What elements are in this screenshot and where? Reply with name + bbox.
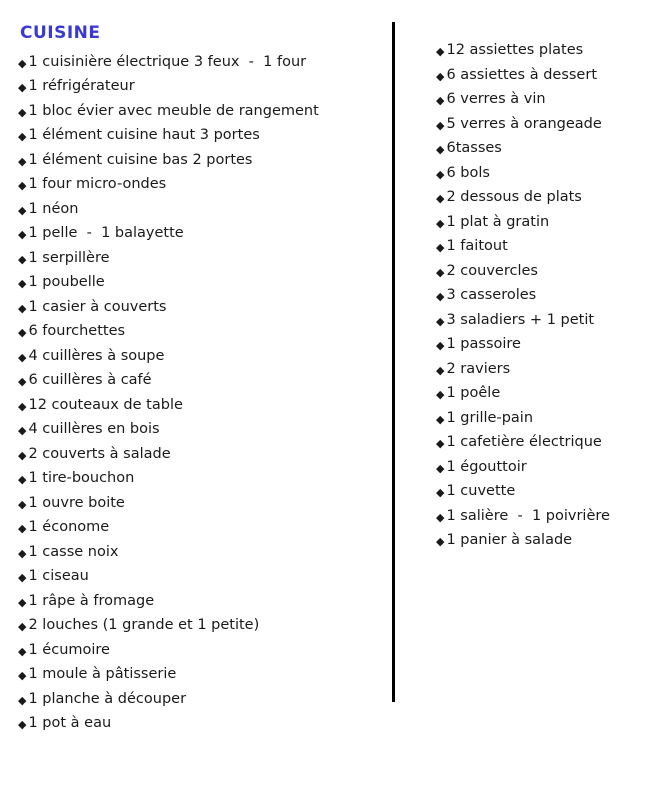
bullet-icon: ◆: [18, 105, 27, 119]
list-item: [436, 381, 668, 406]
list-item: [436, 87, 668, 112]
list-item: [436, 185, 668, 210]
list-item-label: 3 casseroles: [446, 287, 537, 303]
bullet-icon: ◆: [436, 167, 445, 181]
bullet-icon: ◆: [18, 56, 27, 70]
list-item: [436, 63, 668, 88]
list-item: [18, 515, 386, 540]
list-item: [436, 479, 668, 504]
list-item-label: 1 égouttoir: [446, 458, 527, 475]
bullet-icon: ◆: [18, 375, 27, 389]
list-item: [436, 504, 668, 529]
list-item-label: 5 verres à orangeade: [446, 115, 602, 132]
bullet-icon: ◆: [436, 461, 445, 475]
list-item: [18, 638, 386, 663]
bullet-icon: ◆: [18, 620, 27, 634]
bullet-icon: ◆: [18, 546, 27, 560]
bullet-icon: ◆: [18, 595, 27, 609]
list-item: [436, 308, 668, 333]
list-item: [18, 466, 386, 491]
list-item-label: 3 saladiers + 1 petit: [446, 311, 595, 328]
list-item: [436, 210, 668, 235]
list-item-label: 1 cuvette: [446, 483, 516, 499]
bullet-icon: ◆: [436, 290, 445, 303]
list-item: [18, 344, 386, 369]
list-item: [436, 283, 668, 308]
bullet-icon: ◆: [18, 350, 27, 364]
list-item: [18, 50, 386, 75]
bullet-icon: ◆: [436, 314, 445, 328]
list-item-label: 4 cuillères en bois: [28, 421, 160, 438]
list-item: [18, 589, 386, 614]
list-item-label: 1 néon: [28, 200, 79, 217]
bullet-icon: ◆: [18, 424, 27, 438]
bullet-icon: ◆: [436, 363, 445, 377]
list-item: [18, 711, 386, 736]
list-item: [436, 161, 668, 186]
right-column-spacer: [436, 24, 668, 38]
bullet-icon: ◆: [18, 301, 27, 315]
list-item-label: 12 assiettes plates: [446, 42, 584, 58]
columns-container: [18, 24, 650, 736]
list-item-label: 12 couteaux de table: [28, 396, 183, 413]
list-item-label: 6 assiettes à dessert: [446, 66, 597, 83]
list-item: [18, 123, 386, 148]
list-item-label: 1 passoire: [446, 336, 521, 352]
list-item-label: 1 moule à pâtisserie: [28, 666, 177, 683]
list-item-label: 1 élément cuisine haut 3 portes: [28, 127, 260, 144]
list-item: [18, 246, 386, 271]
list-item-label: 1 pelle - 1 balayette: [28, 225, 184, 242]
bullet-icon: ◆: [436, 241, 445, 254]
bullet-icon: ◆: [18, 81, 27, 95]
bullet-icon: ◆: [436, 94, 445, 107]
list-item-label: 1 plat à gratin: [446, 213, 550, 230]
right-item-list: [436, 38, 668, 553]
list-item-label: 1 serpillère: [28, 249, 110, 266]
list-item: [436, 332, 668, 357]
bullet-icon: ◆: [436, 45, 445, 58]
list-item: [18, 564, 386, 589]
list-item-label: 2 couvercles: [446, 262, 538, 279]
list-item-label: 4 cuillères à soupe: [28, 347, 165, 364]
bullet-icon: ◆: [18, 277, 27, 291]
list-item: [436, 38, 668, 63]
list-item-label: 2 dessous de plats: [446, 189, 582, 205]
list-item: [18, 442, 386, 467]
bullet-icon: ◆: [18, 473, 27, 487]
list-item: [18, 74, 386, 99]
list-item: [18, 491, 386, 516]
bullet-icon: ◆: [18, 693, 27, 707]
list-item-label: 1 élément cuisine bas 2 portes: [28, 151, 253, 168]
column-divider: [392, 22, 395, 702]
list-item-label: 1 réfrigérateur: [28, 78, 135, 95]
list-item: [436, 136, 668, 161]
list-item-label: 1 four micro-ondes: [28, 176, 167, 193]
list-item: [436, 406, 668, 431]
list-item-label: 1 faitout: [446, 238, 508, 254]
bullet-icon: ◆: [18, 228, 27, 242]
list-item-label: 1 ciseau: [28, 568, 89, 585]
bullet-icon: ◆: [18, 448, 27, 462]
list-item: [18, 319, 386, 344]
list-item-label: 1 bloc évier avec meuble de rangement: [28, 102, 319, 119]
list-item: [18, 148, 386, 173]
list-item-label: 6 verres à vin: [446, 91, 546, 107]
list-item-label: 1 écumoire: [28, 641, 110, 658]
list-item-label: 1 économe: [28, 519, 110, 536]
bullet-icon: ◆: [436, 118, 445, 132]
bullet-icon: ◆: [18, 399, 27, 413]
list-item-label: 1 casse noix: [28, 543, 119, 560]
page-title: CUISINE: [20, 23, 101, 43]
list-item-label: 1 tire-bouchon: [28, 470, 135, 487]
bullet-icon: ◆: [18, 130, 27, 144]
list-item-label: 6 bols: [446, 164, 490, 181]
bullet-icon: ◆: [436, 535, 445, 548]
bullet-icon: ◆: [436, 486, 445, 499]
bullet-icon: ◆: [436, 265, 445, 279]
bullet-icon: ◆: [18, 497, 27, 511]
list-item: [18, 613, 386, 638]
list-item-label: 1 planche à découper: [28, 690, 187, 707]
list-item: [436, 455, 668, 480]
list-item-label: 2 couverts à salade: [28, 445, 171, 462]
list-item: [436, 357, 668, 382]
bullet-icon: ◆: [436, 437, 445, 450]
bullet-icon: ◆: [436, 510, 445, 524]
list-item-label: 2 louches (1 grande et 1 petite): [28, 617, 260, 634]
list-item: [18, 540, 386, 565]
list-item: [18, 197, 386, 222]
list-item: [18, 99, 386, 124]
bullet-icon: ◆: [18, 179, 27, 193]
bullet-icon: ◆: [18, 644, 27, 658]
list-item-label: 6tasses: [446, 140, 502, 156]
list-item: [436, 259, 668, 284]
bullet-icon: ◆: [436, 192, 445, 205]
list-item: [436, 430, 668, 455]
list-item-label: 2 raviers: [446, 360, 511, 377]
list-item: [436, 112, 668, 137]
list-item-label: 1 cafetière électrique: [446, 434, 602, 450]
list-item-label: 1 salière - 1 poivrière: [446, 507, 610, 524]
bullet-icon: ◆: [18, 154, 27, 168]
list-item-label: 6 cuillères à café: [28, 372, 152, 389]
list-item-label: 1 poêle: [446, 385, 501, 401]
bullet-icon: ◆: [18, 718, 27, 732]
bullet-icon: ◆: [18, 669, 27, 683]
list-item-label: 1 pot à eau: [28, 715, 112, 732]
list-item-label: 1 panier à salade: [446, 532, 573, 548]
list-item: [18, 662, 386, 687]
bullet-icon: ◆: [436, 412, 445, 426]
list-item: [18, 295, 386, 320]
list-item: [18, 172, 386, 197]
list-item-label: 6 fourchettes: [28, 323, 126, 340]
list-item: [18, 417, 386, 442]
list-item: [18, 687, 386, 712]
bullet-icon: ◆: [18, 571, 27, 585]
bullet-icon: ◆: [436, 388, 445, 401]
bullet-icon: ◆: [18, 252, 27, 266]
right-column: [436, 24, 668, 553]
bullet-icon: ◆: [436, 143, 445, 156]
list-item: [436, 528, 668, 553]
list-item-label: 1 grille-pain: [446, 409, 534, 426]
list-item: [18, 270, 386, 295]
list-item-label: 1 râpe à fromage: [28, 592, 155, 609]
bullet-icon: ◆: [18, 203, 27, 217]
left-column: [18, 24, 386, 736]
bullet-icon: ◆: [436, 216, 445, 230]
list-item: [18, 368, 386, 393]
bullet-icon: ◆: [436, 339, 445, 352]
bullet-icon: ◆: [18, 522, 27, 536]
list-item: [18, 221, 386, 246]
bullet-icon: ◆: [436, 69, 445, 83]
left-item-list: [18, 50, 386, 736]
list-item-label: 1 poubelle: [28, 274, 105, 291]
list-item-label: 1 cuisinière électrique 3 feux - 1 four: [28, 53, 307, 70]
list-item: [18, 393, 386, 418]
bullet-icon: ◆: [18, 326, 27, 340]
list-item-label: 1 ouvre boite: [28, 494, 125, 511]
list-item: [436, 234, 668, 259]
list-item-label: 1 casier à couverts: [28, 298, 167, 315]
